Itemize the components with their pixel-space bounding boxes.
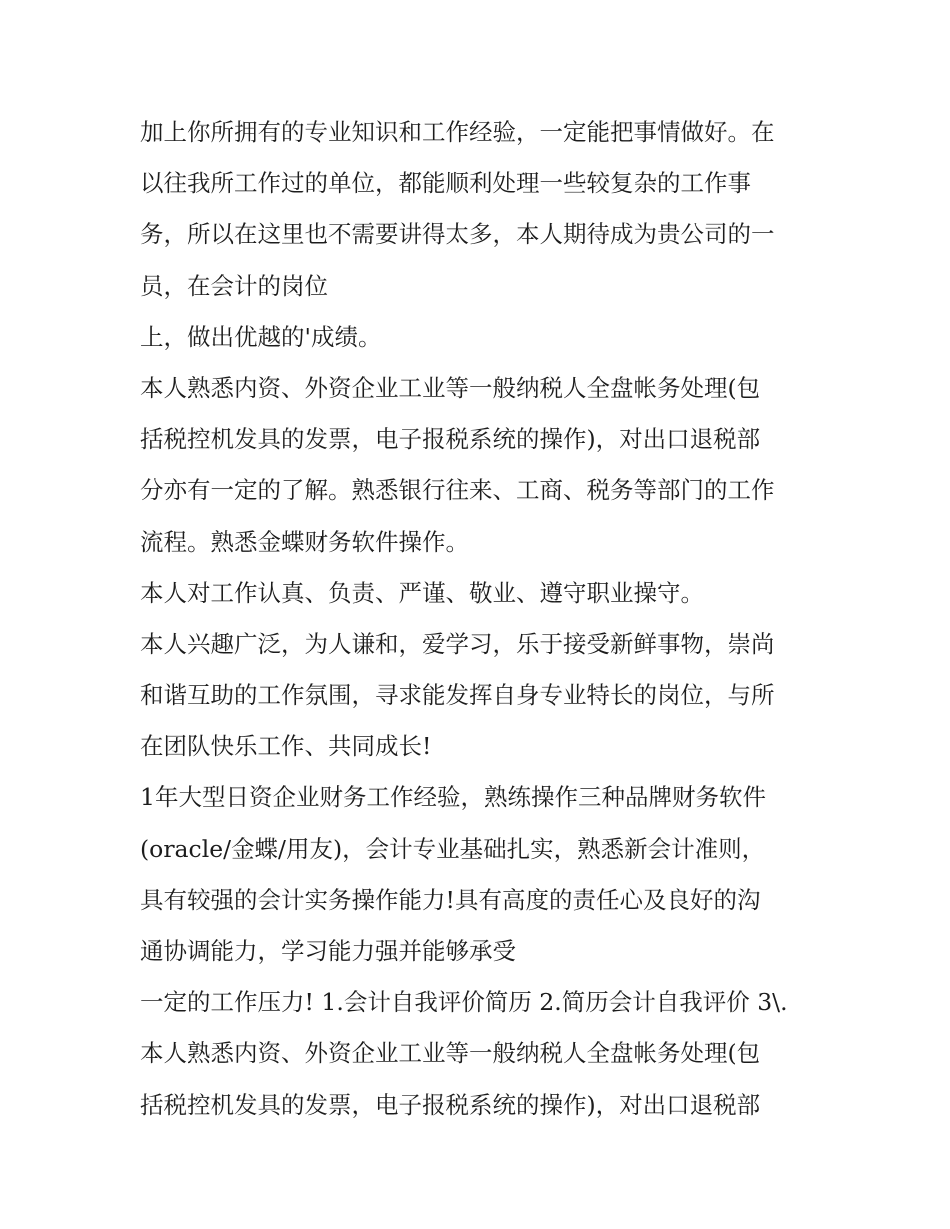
text-line: 通协调能力，学习能力强并能够承受 xyxy=(140,937,516,965)
text-line: 本人兴趣广泛，为人谦和，爱学习，乐于接受新鲜事物，崇尚 xyxy=(140,629,775,658)
text-line: 括税控机发具的发票，电子报税系统的操作)，对出口退税部 xyxy=(140,425,761,454)
text-line: 和谐互助的工作氛围，寻求能发挥自身专业特长的岗位，与所 xyxy=(140,681,775,710)
text-line: 一定的工作压力! 1.会计自我评价简历 2.简历会计自我评价 3\. xyxy=(140,988,788,1017)
text-line: 员，在会计的岗位 xyxy=(140,271,328,300)
text-line: 以往我所工作过的单位，都能顺利处理一些较复杂的工作事 xyxy=(140,169,751,198)
text-line: 分亦有一定的了解。熟悉银行往来、工商、税务等部门的工作 xyxy=(140,476,775,505)
text-line: 1年大型日资企业财务工作经验，熟练操作三种品牌财务软件 xyxy=(140,783,766,812)
text-line: 本人熟悉内资、外资企业工业等一般纳税人全盘帐务处理(包 xyxy=(140,1039,761,1068)
body-text xyxy=(140,107,816,1131)
text-line: 加上你所拥有的专业知识和工作经验，一定能把事情做好。在 xyxy=(140,118,775,146)
text-line: 在团队快乐工作、共同成长! xyxy=(140,732,432,761)
text-line: 本人熟悉内资、外资企业工业等一般纳税人全盘帐务处理(包 xyxy=(140,373,761,402)
text-line: 上，做出优越的'成绩。 xyxy=(140,322,382,351)
text-line: 流程。熟悉金蝶财务软件操作。 xyxy=(140,527,469,556)
text-line: 具有较强的会计实务操作能力!具有高度的责任心及良好的沟 xyxy=(140,885,761,914)
text-line: 本人对工作认真、负责、严谨、敬业、遵守职业操守。 xyxy=(140,578,704,607)
text-line: 括税控机发具的发票，电子报税系统的操作)，对出口退税部 xyxy=(140,1090,761,1119)
text-line: (oracle/金蝶/用友)，会计专业基础扎实，熟悉新会计准则， xyxy=(140,834,766,863)
text-line: 务，所以在这里也不需要讲得太多，本人期待成为贵公司的一 xyxy=(140,220,775,249)
